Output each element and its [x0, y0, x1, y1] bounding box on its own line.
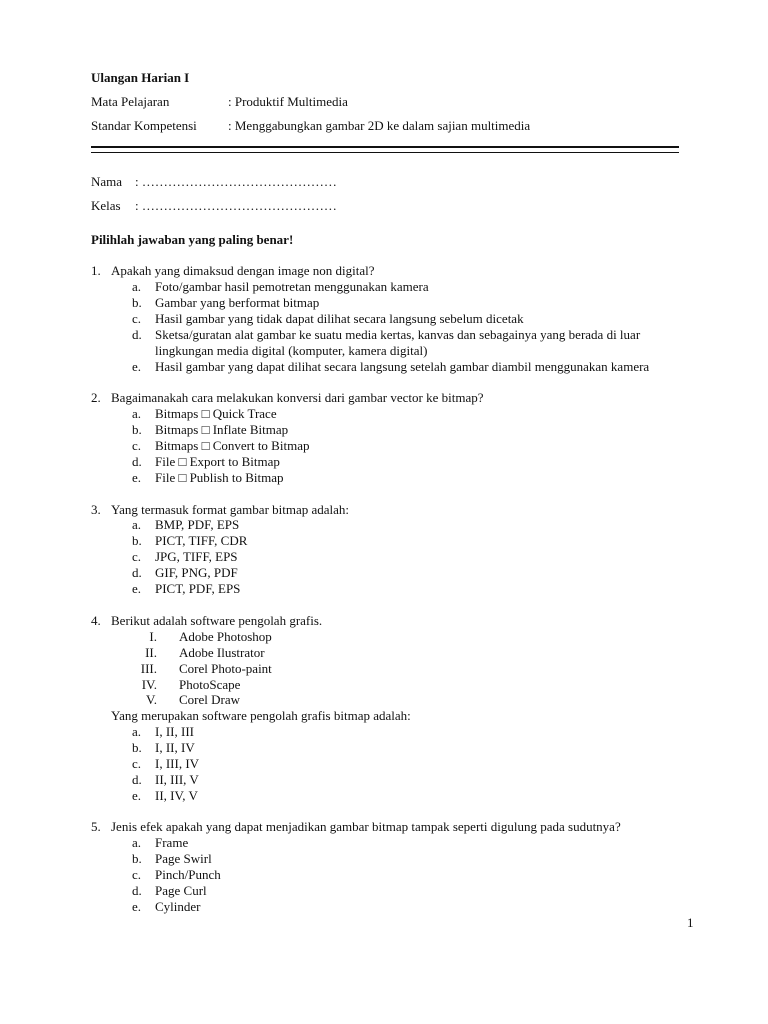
option-letter: d. [132, 327, 142, 342]
option-text: Bitmaps □ Convert to Bitmap [155, 438, 310, 453]
option-letter: a. [132, 279, 142, 294]
option-letter: c. [132, 756, 142, 771]
option-text: Pinch/Punch [155, 867, 221, 882]
roman-numeral: I. [149, 629, 157, 644]
option-letter: b. [132, 740, 142, 755]
question-text: Jenis efek apakah yang dapat menjadikan gambar bitmap tampak seperti digulung pada sudutnya? [111, 819, 621, 834]
question-text: Yang termasuk format gambar bitmap adalah: [111, 502, 350, 517]
option-text: Bitmaps □ Inflate Bitmap [155, 422, 289, 437]
name-field[interactable]: : ……………………………………… [135, 174, 337, 189]
option-text: Frame [155, 835, 189, 850]
option-letter: d. [132, 454, 142, 469]
subject-label: Mata Pelajaran [91, 94, 170, 109]
document-title: Ulangan Harian I [91, 70, 190, 85]
option-letter: a. [132, 724, 142, 739]
instruction-text: Pilihlah jawaban yang paling benar! [91, 232, 294, 247]
question-number: 2. [91, 390, 101, 405]
option-text: JPG, TIFF, EPS [155, 549, 238, 564]
option-letter: c. [132, 438, 142, 453]
option-text: Hasil gambar yang tidak dapat dilihat secara langsung sebelum dicetak [155, 311, 524, 326]
option-text: I, II, IV [155, 740, 195, 755]
header-divider-thin [91, 152, 679, 153]
option-letter: d. [132, 883, 142, 898]
option-letter: e. [132, 470, 142, 485]
option-text: File □ Publish to Bitmap [155, 470, 284, 485]
option-text: I, II, III [155, 724, 194, 739]
roman-numeral: II. [145, 645, 157, 660]
question-text: Berikut adalah software pengolah grafis. [111, 613, 323, 628]
option-text: BMP, PDF, EPS [155, 517, 240, 532]
option-text: Foto/gambar hasil pemotretan menggunakan kamera [155, 279, 429, 294]
option-letter: b. [132, 295, 142, 310]
option-text: Cylinder [155, 899, 201, 914]
roman-numeral: IV. [141, 677, 157, 692]
name-label: Nama [91, 174, 123, 189]
option-text: Page Swirl [155, 851, 212, 866]
question-text: Apakah yang dimaksud dengan image non digital? [111, 263, 375, 278]
question-number: 5. [91, 819, 101, 834]
software-item: Adobe Photoshop [179, 629, 272, 644]
option-text: GIF, PNG, PDF [155, 565, 238, 580]
option-letter: e. [132, 581, 142, 596]
option-text: Gambar yang berformat bitmap [155, 295, 320, 310]
option-text: PICT, TIFF, CDR [155, 533, 248, 548]
page-number: 1 [687, 915, 694, 930]
software-item: Corel Photo-paint [179, 661, 272, 676]
question-text: Bagaimanakah cara melakukan konversi dari gambar vector ke bitmap? [111, 390, 484, 405]
competency-label: Standar Kompetensi [91, 118, 197, 133]
option-text: Bitmaps □ Quick Trace [155, 406, 277, 421]
option-letter: b. [132, 422, 142, 437]
option-letter: a. [132, 517, 142, 532]
option-text: Sketsa/guratan alat gambar ke suatu media kertas, kanvas dan sebagainya yang berada di luar [155, 327, 641, 342]
header-divider-thick [91, 146, 679, 148]
option-text: II, IV, V [155, 788, 198, 803]
option-letter: d. [132, 565, 142, 580]
option-letter: a. [132, 406, 142, 421]
roman-numeral: V. [146, 692, 157, 707]
option-letter: b. [132, 851, 142, 866]
question-number: 3. [91, 502, 101, 517]
question-subtext: Yang merupakan software pengolah grafis bitmap adalah: [111, 708, 411, 723]
software-item: PhotoScape [179, 677, 241, 692]
question-number: 1. [91, 263, 101, 278]
option-letter: d. [132, 772, 142, 787]
option-letter: c. [132, 311, 142, 326]
option-text: II, III, V [155, 772, 199, 787]
option-text-continuation: lingkungan media digital (komputer, kamera digital) [155, 343, 428, 358]
option-text: File □ Export to Bitmap [155, 454, 280, 469]
competency-value: : Menggabungkan gambar 2D ke dalam sajian multimedia [228, 118, 531, 133]
option-text: Page Curl [155, 883, 207, 898]
option-letter: e. [132, 788, 142, 803]
option-letter: b. [132, 533, 142, 548]
option-letter: e. [132, 899, 142, 914]
software-item: Adobe Ilustrator [179, 645, 265, 660]
software-item: Corel Draw [179, 692, 241, 707]
class-label: Kelas [91, 198, 121, 213]
option-text: PICT, PDF, EPS [155, 581, 241, 596]
question-number: 4. [91, 613, 101, 628]
option-letter: c. [132, 867, 142, 882]
option-text: Hasil gambar yang dapat dilihat secara langsung setelah gambar diambil menggunakan kamera [155, 359, 650, 374]
subject-value: : Produktif Multimedia [228, 94, 348, 109]
option-letter: e. [132, 359, 142, 374]
option-text: I, III, IV [155, 756, 200, 771]
class-field[interactable]: : ……………………………………… [135, 198, 337, 213]
option-letter: a. [132, 835, 142, 850]
roman-numeral: III. [140, 661, 157, 676]
option-letter: c. [132, 549, 142, 564]
